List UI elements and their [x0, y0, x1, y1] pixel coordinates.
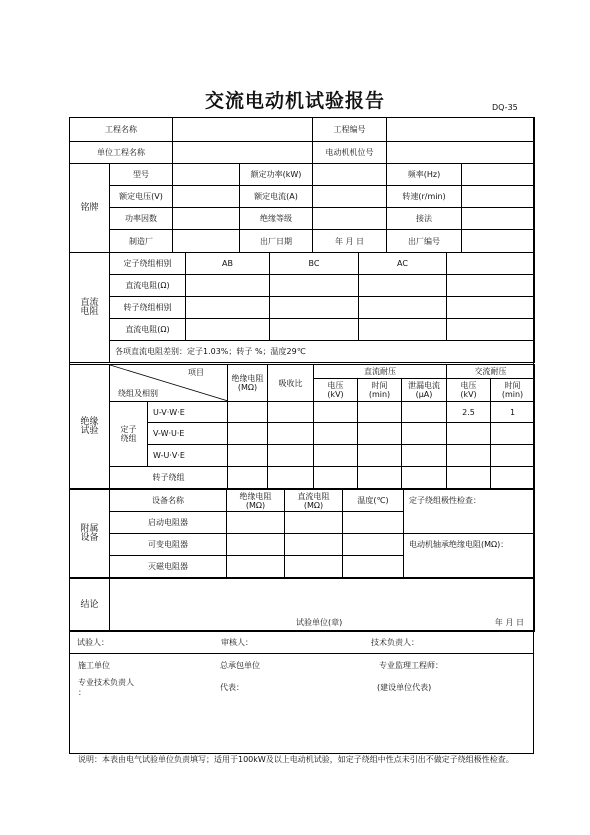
ins-res-cell[interactable] [228, 423, 268, 445]
phase-row-label: U-V·W·E [148, 402, 228, 423]
date-value[interactable]: 年 月 日 [313, 230, 387, 253]
ac-time-cell[interactable]: 1 [491, 402, 535, 423]
insulation-class-value[interactable] [313, 208, 387, 230]
absorb-cell[interactable] [268, 445, 314, 467]
nameplate-table [69, 163, 535, 253]
insulation-section: 绝缘 试验 [70, 365, 110, 489]
date-label: 出厂日期 [240, 230, 313, 253]
rotor-winding-label: 转子绕组 [110, 467, 228, 489]
aux-cell[interactable] [227, 512, 285, 534]
manufacturer-label: 制造厂 [110, 230, 173, 253]
rotor-absorb[interactable] [268, 467, 314, 489]
signature-row [69, 630, 534, 654]
leak-cell[interactable] [402, 423, 447, 445]
serial-label: 出厂编号 [387, 230, 462, 253]
phase-bc: BC [270, 253, 359, 275]
aux-cell[interactable] [285, 556, 343, 578]
model-label: 型号 [110, 164, 173, 186]
phase-ac: AC [359, 253, 447, 275]
dc-time-header: 时间 (min) [358, 379, 402, 402]
diagonal-header [110, 365, 228, 402]
test-unit-seal: 试验单位(章) [296, 618, 343, 627]
power-factor-label: 功率因数 [110, 208, 173, 230]
aux-cell[interactable] [227, 534, 285, 556]
aux-section: 附属 设备 [70, 490, 110, 578]
ac-time-cell[interactable] [491, 423, 535, 445]
rated-voltage-value[interactable] [173, 186, 240, 208]
construction-unit: 施工单位 [78, 661, 110, 670]
ac-voltage-cell[interactable] [447, 423, 491, 445]
model-value[interactable] [173, 164, 240, 186]
rated-current-value[interactable] [313, 186, 387, 208]
stator-winding-label: 定子 绕组 [110, 402, 148, 467]
rotor-ac-voltage[interactable] [447, 467, 491, 489]
parties-area [70, 653, 533, 753]
tester-label[interactable]: 试验人： [77, 638, 109, 647]
rotor-ac-time[interactable] [491, 467, 535, 489]
absorb-cell[interactable] [268, 423, 314, 445]
connection-value[interactable] [462, 208, 535, 230]
dc-time-cell[interactable] [358, 423, 402, 445]
ac-voltage-cell[interactable] [447, 445, 491, 467]
rotor-dc-4[interactable] [447, 319, 535, 341]
ins-res-cell[interactable] [228, 402, 268, 423]
report-form [69, 117, 534, 754]
rotor-dc-2[interactable] [270, 319, 359, 341]
rotor-dc-1[interactable] [186, 319, 270, 341]
serial-value[interactable] [462, 230, 535, 253]
dc-voltage-cell[interactable] [314, 423, 358, 445]
motor-position-label: 电动机机位号 [313, 142, 387, 164]
rotor-dc-voltage[interactable] [314, 467, 358, 489]
absorb-cell[interactable] [268, 402, 314, 423]
tech-lead-label[interactable]: 技术负责人： [371, 638, 419, 647]
aux-cell[interactable] [343, 556, 404, 578]
rotor-ins-res[interactable] [228, 467, 268, 489]
nameplate-section: 铭牌 [70, 164, 110, 253]
device-variable-resistor: 可变电阻器 [110, 534, 227, 556]
speed-value[interactable] [462, 186, 535, 208]
manufacturer-value[interactable] [173, 230, 240, 253]
dc-voltage-cell[interactable] [314, 445, 358, 467]
phase-row-label: W-U·V·E [148, 445, 228, 467]
winding-phase-label: 绕组及相别 [118, 389, 158, 398]
insulation-class-label: 绝缘等级 [240, 208, 313, 230]
conclusion-table [69, 578, 535, 632]
leak-current-header: 泄漏电流 (μA) [402, 379, 447, 402]
dc-resistance-table [69, 252, 535, 363]
rotor-phase-4[interactable] [447, 297, 535, 319]
owner-representative: (建设单位代表) [377, 683, 432, 692]
bearing-insulation[interactable]: 电动机轴承绝缘电阻(MΩ)： [404, 534, 535, 578]
unit-project-label: 单位工程名称 [70, 142, 173, 164]
device-name-header: 设备名称 [110, 490, 227, 512]
aux-cell[interactable] [343, 534, 404, 556]
dc-time-cell[interactable] [358, 402, 402, 423]
aux-ins-res-header: 绝缘电阻 (MΩ) [227, 490, 285, 512]
stator-dc-ac[interactable] [359, 275, 447, 297]
project-name-value[interactable] [173, 118, 313, 142]
supervising-engineer[interactable]: 专业监理工程师： [379, 661, 443, 670]
item-label: 项目 [188, 368, 204, 377]
general-contractor: 总承包单位 [220, 661, 260, 670]
speed-label: 转速(r/min) [387, 186, 462, 208]
dc-voltage-header: 电压 (kV) [314, 379, 358, 402]
stator-dc-extra[interactable] [447, 275, 535, 297]
rotor-phase-2[interactable] [270, 297, 359, 319]
conclusion-body[interactable] [110, 579, 535, 632]
aux-cell[interactable] [343, 512, 404, 534]
ac-time-cell[interactable] [491, 445, 535, 467]
conclusion-label: 结论 [70, 579, 110, 632]
dc-withstand-header: 直流耐压 [314, 365, 447, 379]
report-title: 交流电动机试验报告 [204, 90, 385, 112]
phase-row-label: V-W·U·E [148, 423, 228, 445]
phase-blank [447, 253, 535, 275]
rated-voltage-label: 额定电压(V) [110, 186, 173, 208]
rated-current-label: 额定电流(A) [240, 186, 313, 208]
ins-res-cell[interactable] [228, 445, 268, 467]
aux-cell[interactable] [227, 556, 285, 578]
dc-summary: 各项直流电阻差别：定子1.03%；转子 %；温度29℃ [110, 341, 535, 363]
rotor-dc-res-label: 直流电阻(Ω) [110, 319, 186, 341]
project-table [69, 117, 535, 164]
ac-time-header: 时间 (min) [491, 379, 535, 402]
stator-dc-bc[interactable] [270, 275, 359, 297]
absorb-header: 吸收比 [268, 365, 314, 402]
rotor-dc-3[interactable] [359, 319, 447, 341]
rotor-leak[interactable] [402, 467, 447, 489]
aux-cell[interactable] [285, 534, 343, 556]
polarity-check[interactable]: 定子绕组极性检查： [404, 490, 535, 534]
rotor-dc-time[interactable] [358, 467, 402, 489]
project-name-label: 工程名称 [70, 118, 173, 142]
leak-cell[interactable] [402, 445, 447, 467]
frequency-value[interactable] [462, 164, 535, 186]
rotor-phase-label: 转子绕组相别 [110, 297, 186, 319]
aux-cell[interactable] [285, 512, 343, 534]
dc-voltage-cell[interactable] [314, 402, 358, 423]
device-start-resistor: 启动电阻器 [110, 512, 227, 534]
aux-temp-header: 温度(℃) [343, 490, 404, 512]
unit-project-value[interactable] [173, 142, 313, 164]
ac-voltage-cell[interactable]: 2.5 [447, 402, 491, 423]
reviewer-label[interactable]: 审核人： [221, 638, 253, 647]
insulation-table [69, 364, 535, 489]
stator-dc-ab[interactable] [186, 275, 270, 297]
stator-dc-res-label: 直流电阻(Ω) [110, 275, 186, 297]
footnote: 说明：本表由电气试验单位负责填写；适用于100kW及以上电动机试验，如定子绕组中性点未引出不做定子绕组极性检查。 [78, 755, 514, 764]
ins-res-header: 绝缘电阻 (MΩ) [228, 365, 268, 402]
frequency-label: 频率(Hz) [387, 164, 462, 186]
ac-voltage-header: 电压 (kV) [447, 379, 491, 402]
ac-withstand-header: 交流耐压 [447, 365, 535, 379]
form-code: DQ-35 [492, 103, 518, 112]
rotor-phase-1[interactable] [186, 297, 270, 319]
leak-cell[interactable] [402, 402, 447, 423]
device-demag-resistor: 灭磁电阻器 [110, 556, 227, 578]
dc-section: 直流 电阻 [70, 253, 110, 363]
project-no-value[interactable] [387, 118, 535, 142]
project-no-label: 工程编号 [313, 118, 387, 142]
power-factor-value[interactable] [173, 208, 240, 230]
conclusion-date: 年 月 日 [494, 618, 524, 627]
rotor-phase-3[interactable] [359, 297, 447, 319]
connection-label: 接法 [387, 208, 462, 230]
motor-position-value[interactable] [387, 142, 535, 164]
rated-power-value[interactable] [313, 164, 387, 186]
representative[interactable]: 代表： [220, 683, 244, 692]
aux-dc-res-header: 直流电阻 (MΩ) [285, 490, 343, 512]
rated-power-label: 额定功率(kW) [240, 164, 313, 186]
dc-time-cell[interactable] [358, 445, 402, 467]
phase-ab: AB [186, 253, 270, 275]
prof-tech-lead[interactable]: 专业技术负责人 ： [78, 678, 134, 697]
stator-phase-label: 定子绕组相别 [110, 253, 186, 275]
aux-table [69, 489, 535, 578]
